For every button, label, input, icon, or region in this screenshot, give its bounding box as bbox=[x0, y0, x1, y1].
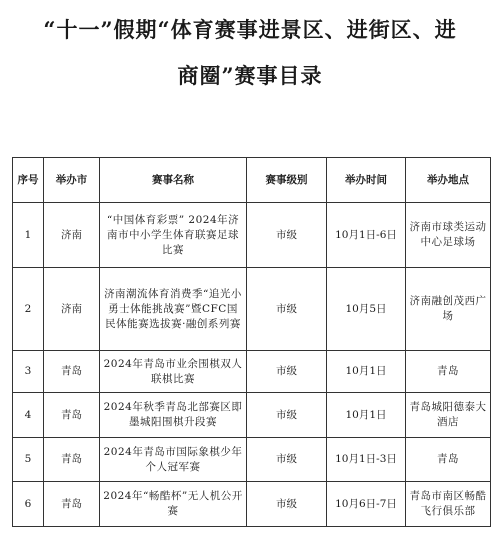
cell-city: 青岛 bbox=[44, 482, 100, 527]
cell-level: 市级 bbox=[247, 482, 327, 527]
cell-time: 10月1日-6日 bbox=[327, 203, 406, 268]
cell-city: 青岛 bbox=[44, 438, 100, 482]
cell-venue: 青岛市南区畅酷飞行俱乐部 bbox=[406, 482, 491, 527]
cell-level: 市级 bbox=[247, 438, 327, 482]
header-level: 赛事级别 bbox=[247, 158, 327, 203]
cell-venue: 济南市球类运动中心足球场 bbox=[406, 203, 491, 268]
cell-city: 济南 bbox=[44, 203, 100, 268]
cell-time: 10月6日-7日 bbox=[327, 482, 406, 527]
cell-level: 市级 bbox=[247, 351, 327, 393]
cell-city: 青岛 bbox=[44, 393, 100, 438]
cell-index: 1 bbox=[13, 203, 44, 268]
cell-time: 10月1日 bbox=[327, 393, 406, 438]
cell-event-name: 济南潮流体育消费季“追光小勇士体能挑战赛”暨CFC国民体能赛选拔赛·融创系列赛 bbox=[100, 268, 247, 351]
cell-venue: 济南融创茂西广场 bbox=[406, 268, 491, 351]
event-catalog-table bbox=[12, 157, 491, 527]
cell-venue: 青岛城阳德泰大酒店 bbox=[406, 393, 491, 438]
header-index: 序号 bbox=[13, 158, 44, 203]
cell-index: 5 bbox=[13, 438, 44, 482]
header-event-name: 赛事名称 bbox=[100, 158, 247, 203]
cell-time: 10月1日 bbox=[327, 351, 406, 393]
table-row bbox=[13, 438, 491, 482]
cell-venue: 青岛 bbox=[406, 351, 491, 393]
table-row bbox=[13, 482, 491, 527]
cell-time: 10月5日 bbox=[327, 268, 406, 351]
cell-venue: 青岛 bbox=[406, 438, 491, 482]
header-time: 举办时间 bbox=[327, 158, 406, 203]
table-header-row bbox=[13, 158, 491, 203]
cell-time: 10月1日-3日 bbox=[327, 438, 406, 482]
cell-city: 青岛 bbox=[44, 351, 100, 393]
cell-index: 2 bbox=[13, 268, 44, 351]
cell-event-name: 2024年秋季青岛北部赛区即墨城阳围棋升段赛 bbox=[100, 393, 247, 438]
cell-index: 3 bbox=[13, 351, 44, 393]
cell-event-name: 2024年青岛市业余围棋双人联棋比赛 bbox=[100, 351, 247, 393]
cell-event-name: 2024年青岛市国际象棋少年个人冠军赛 bbox=[100, 438, 247, 482]
header-city: 举办市 bbox=[44, 158, 100, 203]
cell-city: 济南 bbox=[44, 268, 100, 351]
table-row bbox=[13, 351, 491, 393]
cell-level: 市级 bbox=[247, 203, 327, 268]
cell-index: 4 bbox=[13, 393, 44, 438]
cell-level: 市级 bbox=[247, 268, 327, 351]
cell-level: 市级 bbox=[247, 393, 327, 438]
cell-index: 6 bbox=[13, 482, 44, 527]
document-title-line-1: “十一”假期“体育赛事进景区、进街区、进 bbox=[43, 17, 457, 42]
table-row bbox=[13, 393, 491, 438]
document-title-line-2: 商圈”赛事目录 bbox=[177, 63, 323, 88]
header-venue: 举办地点 bbox=[406, 158, 491, 203]
table-row bbox=[13, 268, 491, 351]
table-row bbox=[13, 203, 491, 268]
cell-event-name: 2024年“畅酷杯”无人机公开赛 bbox=[100, 482, 247, 527]
cell-event-name: “中国体育彩票” 2024年济南市中小学生体育联赛足球比赛 bbox=[100, 203, 247, 268]
